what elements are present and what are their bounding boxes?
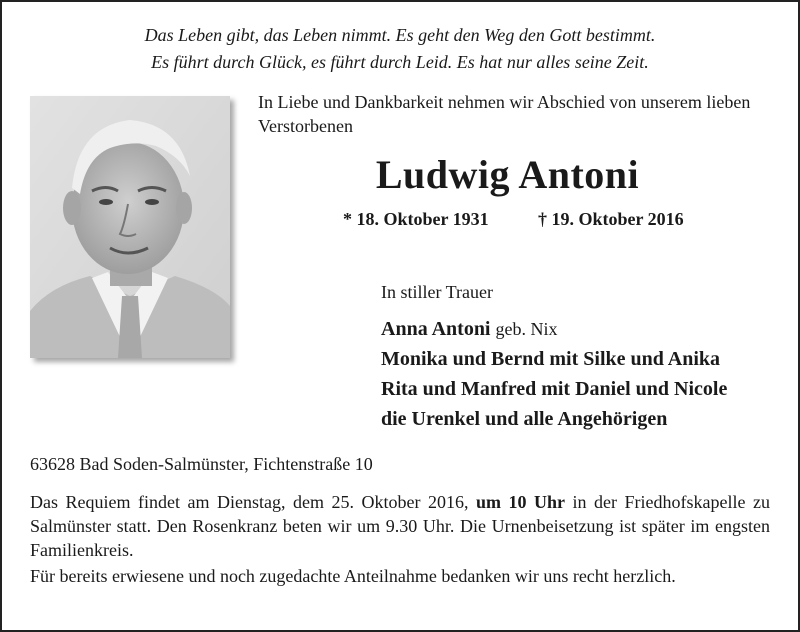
mourners-list [381,314,727,434]
birth-date: * 18. Oktober 1931 [343,209,489,229]
address: 63628 Bad Soden-Salmünster, Fichtenstraße 10 [30,454,373,474]
mourner-name: Anna Antoni [381,318,491,340]
thanks-paragraph: Für bereits erwiesene und noch zugedachte Anteilnahme bedanken wir uns recht herzlich. [30,566,676,586]
deceased-name: Ludwig Antoni [375,152,640,197]
mourner-line: Monika und Bernd mit Silke und Anika [381,348,721,370]
mourner-line [381,314,727,344]
motto-line-1: Das Leben gibt, das Leben nimmt. Es geht den Weg den Gott bestimmt. [144,25,656,45]
mourning-heading: In stiller Trauer [381,282,493,302]
mourner-line: Rita und Manfred mit Daniel und Nicole [381,378,728,400]
mourner-line: die Urenkel und alle Angehörigen [381,408,668,430]
requiem-text-2: in der Friedhofskapelle zu Salmünster statt. Den Rosenkranz beten wir um 9.30 Uhr. Die Urnenbeisetzung ist später im engsten Familienkreis. [30,492,771,560]
portrait-photo [30,96,230,358]
motto [0,22,800,76]
death-date: † 19. Oktober 2016 [538,209,684,229]
intro-text: In Liebe und Dankbarkeit nehmen wir Abschied von unserem lieben Verstorbenen [258,92,751,136]
requiem-text-1: Das Requiem findet am Dienstag, dem 25. Oktober 2016, [30,492,476,512]
maiden-name: geb. Nix [495,319,558,339]
requiem-paragraph [30,490,770,562]
motto-line-2: Es führt durch Glück, es führt durch Leid. Es hat nur alles seine Zeit. [151,52,649,72]
requiem-time: um 10 Uhr [476,492,566,512]
